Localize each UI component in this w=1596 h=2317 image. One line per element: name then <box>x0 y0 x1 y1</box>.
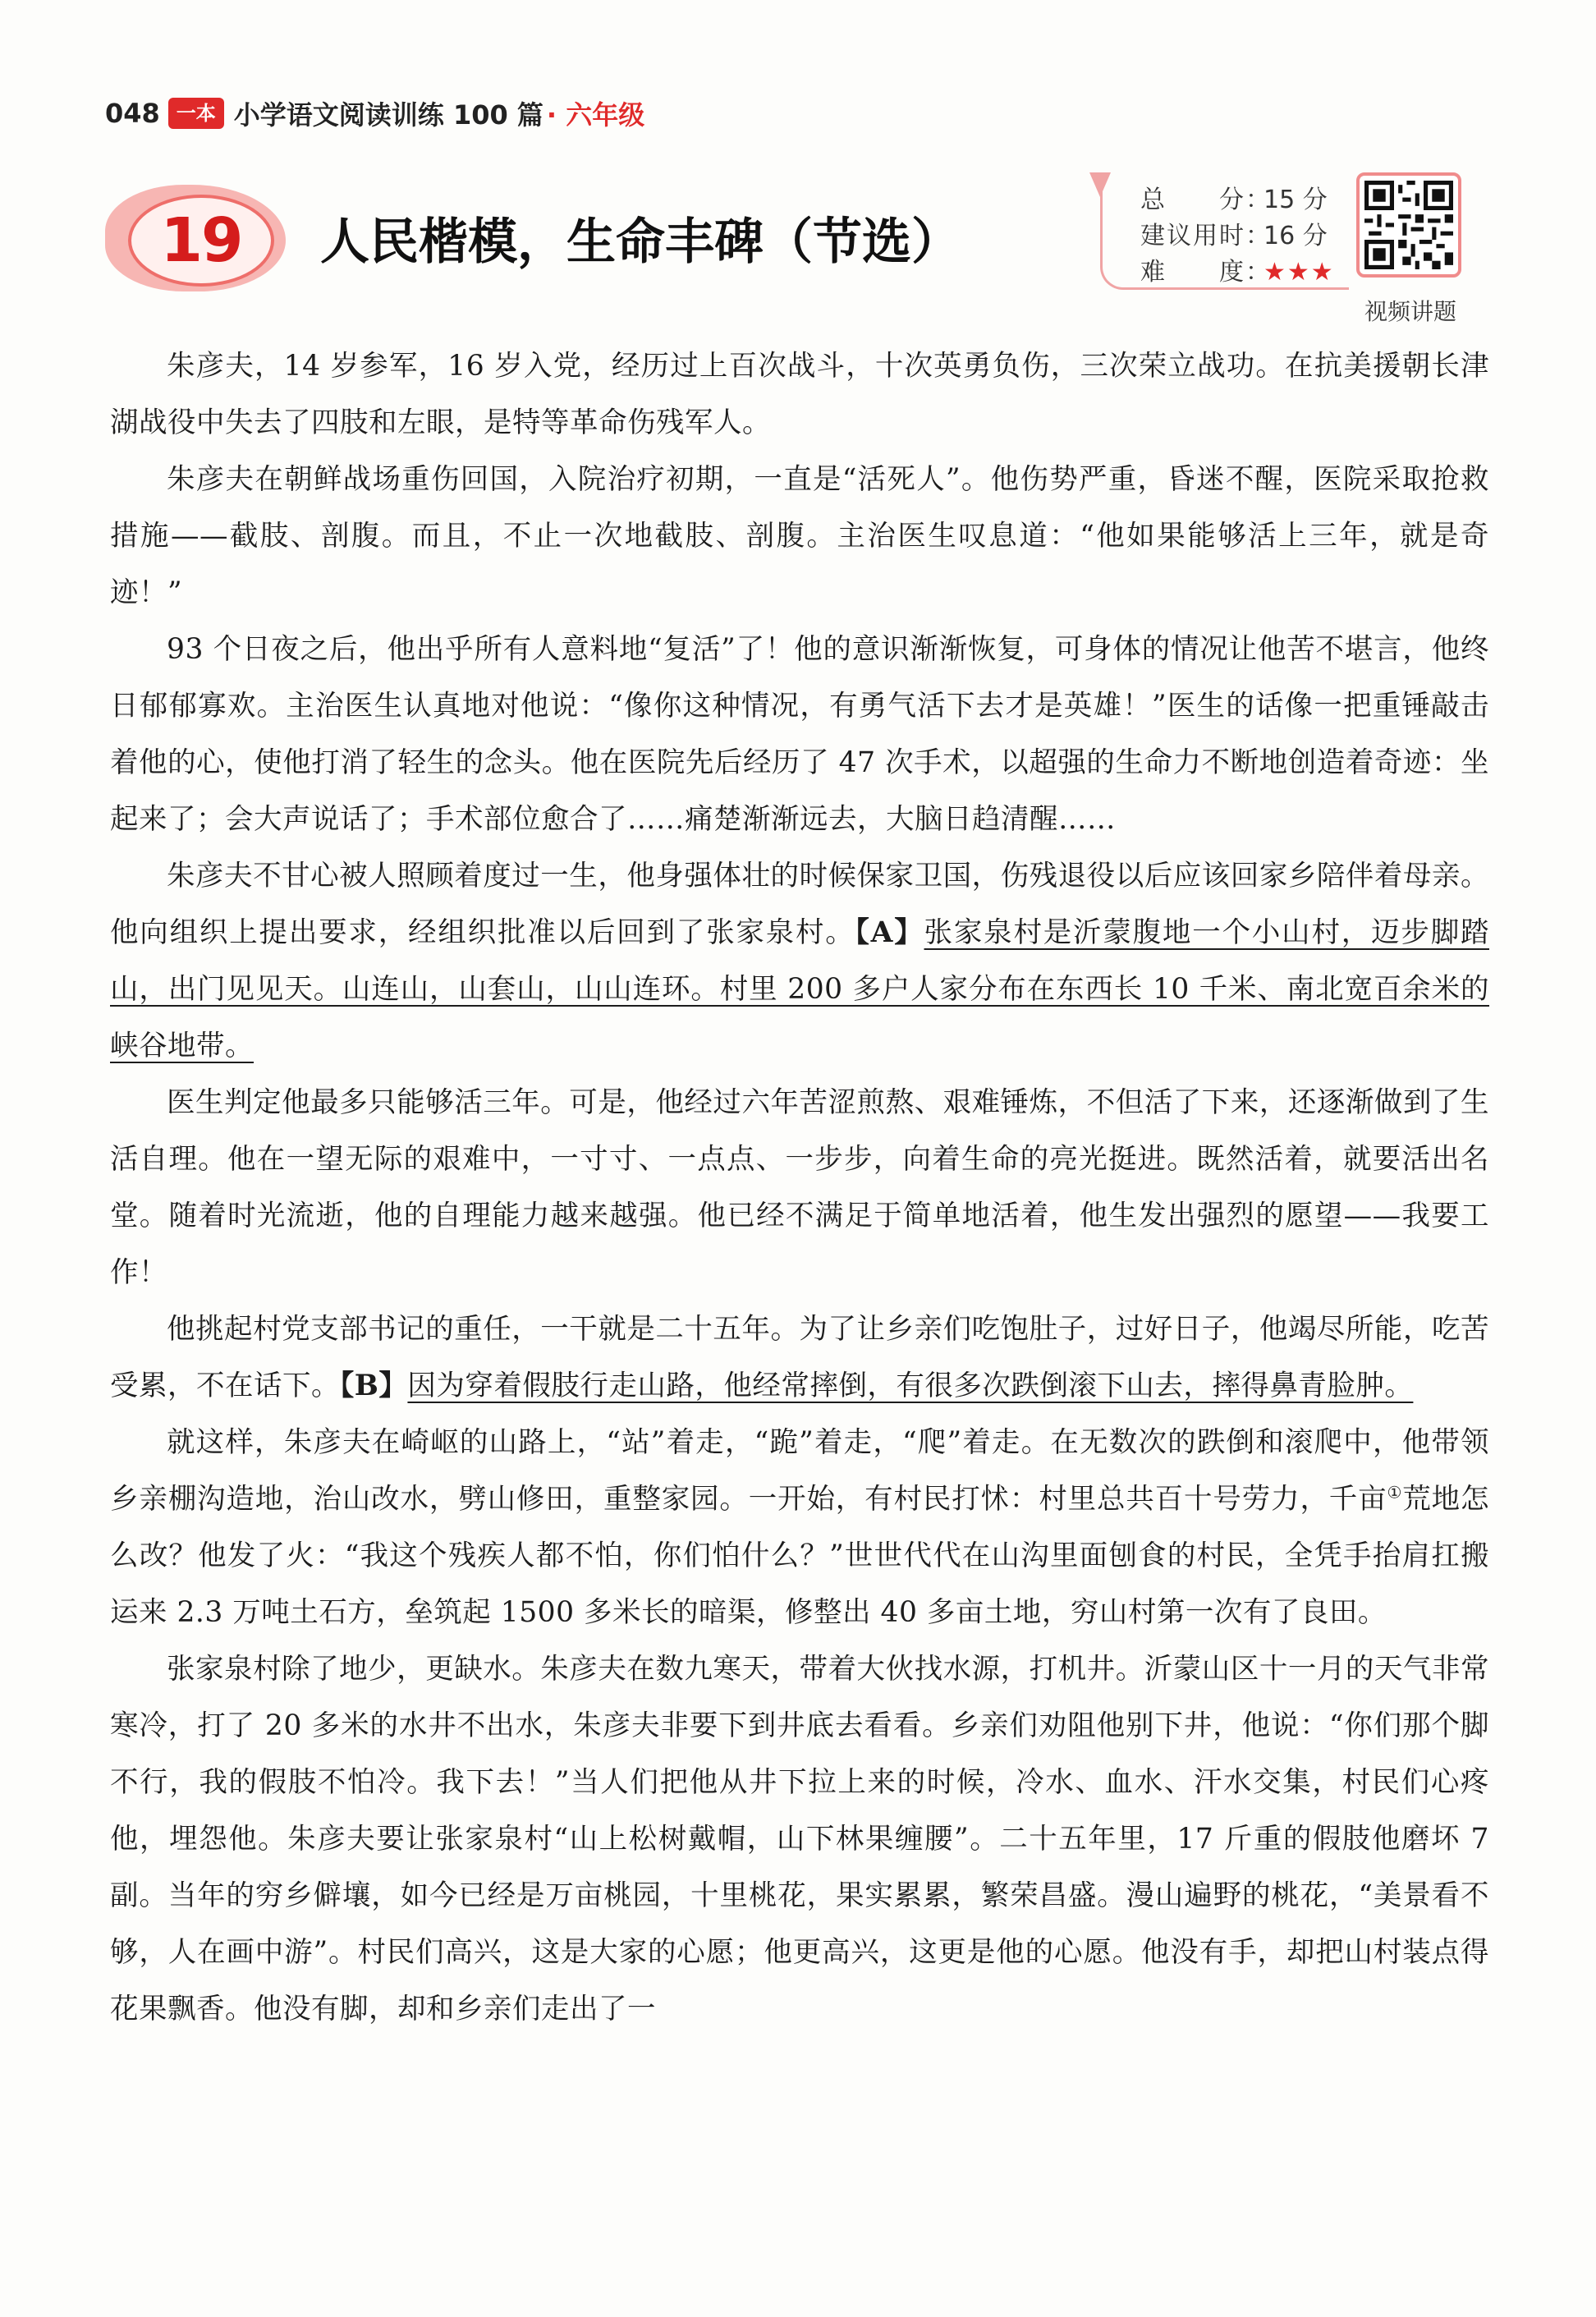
qr-caption: 视频讲题 <box>1364 298 1456 325</box>
brand-logo: 一本 <box>168 98 224 129</box>
qr-code-icon[interactable] <box>1356 172 1461 278</box>
lesson-title-row <box>105 185 1172 308</box>
total-score-label: 总 分： <box>1140 186 1272 214</box>
article-body <box>110 338 1489 2038</box>
suggested-time-line <box>1140 215 1328 251</box>
article-paragraph: 医生判定他最多只能够活三年。可是，他经过六年苦涩煎熬、艰难锤炼，不但活了下来，还逐渐做到了生活自理。他在一望无际的艰难中，一寸寸、一点点、一步步，向着生命的亮光挺进。既然活着，就要活出名堂。随着时光流逝，他的自理能力越来越强。他已经不满足于简单地活着，他生发出强烈的愿望——我要工作！ <box>110 1086 1489 1289</box>
lesson-title: 人民楷模，生命丰碑（节选） <box>320 213 961 271</box>
exercise-info-box <box>1100 172 1349 290</box>
article-paragraph: 93 个日夜之后，他出乎所有人意料地“复活”了！他的意识渐渐恢复，可身体的情况让他苦不堪言，他终日郁郁寡欢。主治医生认真地对他说：“像你这种情况，有勇气活下去才是英雄！”医生的话像一把重锤敲击着他的心，使他打消了轻生的念头。他在医院先后经历了 47 次手术，以超强的生命力不断地创造着奇迹：坐起来了；会大声说话了；手术部位愈合了……痛楚渐渐远去，大脑日趋清醒…… <box>110 633 1489 836</box>
article-paragraph: 他挑起村党支部书记的重任，一干就是二十五年。为了让乡亲们吃饱肚子，过好日子，他竭尽所能，吃苦受累，不在话下。【B】因为穿着假肢行走山路，他经常摔倒，有很多次跌倒滚下山去，摔得鼻青脸肿。 <box>110 1313 1489 1402</box>
article-paragraph: 就这样，朱彦夫在崎岖的山路上，“站”着走，“跪”着走，“爬”着走。在无数次的跌倒和滚爬中，他带领乡亲棚沟造地，治山改水，劈山修田，重整家园。一开始，有村民打怵：村里总共百十号劳力，千亩①荒地怎么改？他发了火：“我这个残疾人都不怕，你们怕什么？”世世代代在山沟里面刨食的村民，全凭手抬肩扛搬运来 2.3 万吨土石方，垒筑起 1500 多米长的暗渠，修整出 40 多亩土地，穷山村第一次有了良田。 <box>110 1426 1490 1629</box>
underlined-sentence-a: 张家泉村是沂蒙腹地一个小山村，迈步脚踏山，出门见见天。山连山，山套山，山山连环。村里 200 多户人家分布在东西长 10 千米、南北宽百余米的峡谷地带。 <box>110 916 1489 1062</box>
page-header <box>105 92 644 135</box>
grade-label: · 六年级 <box>546 99 645 131</box>
lesson-number: 19 <box>160 205 242 276</box>
article-paragraph: 张家泉村除了地少，更缺水。朱彦夫在数九寒天，带着大伙找水源，打机井。沂蒙山区十一月的天气非常寒冷，打了 20 多米的水井不出水，朱彦夫非要下到井底去看看。乡亲们劝阻他别下井，他说：“你们那个脚不行，我的假肢不怕冷。我下去！”当人们把他从井下拉上来的时候，冷水、血水、汗水交集，村民们心疼他，埋怨他。朱彦夫要让张家泉村“山上松树戴帽，山下林果缠腰”。二十五年里，17 斤重的假肢他磨坏 7 副。当年的穷乡僻壤，如今已经是万亩桃园，十里桃花，果实累累，繁荣昌盛。漫山遍野的桃花，“美景看不够，人在画中游”。村民们高兴，这是大家的心愿；他更高兴，这更是他的心愿。他没有手，却把山村装点得花果飘香。他没有脚，却和乡亲们走出了一 <box>110 1653 1489 2026</box>
suggested-time-value: 16 分 <box>1264 222 1328 250</box>
difficulty-label: 难 度： <box>1140 258 1272 287</box>
difficulty-line <box>1140 251 1335 287</box>
difficulty-stars-icon: ★★★ <box>1264 258 1335 287</box>
lesson-number-badge <box>105 185 286 291</box>
article-paragraph: 朱彦夫在朝鲜战场重伤回国，入院治疗初期，一直是“活死人”。他伤势严重，昏迷不醒，医院采取抢救措施——截肢、剖腹。而且，不止一次地截肢、剖腹。主治医生叹息道：“他如果能够活上三年，就是奇迹！” <box>110 463 1489 609</box>
total-score-line <box>1140 179 1328 215</box>
suggested-time-label: 建议用时： <box>1140 222 1272 250</box>
total-score-value: 15 分 <box>1264 186 1328 214</box>
footnote-marker: ① <box>1387 1482 1403 1503</box>
mark-a: 【A】 <box>855 916 924 949</box>
article-paragraph: 朱彦夫不甘心被人照顾着度过一生，他身强体壮的时候保家卫国，伤残退役以后应该回家乡陪伴着母亲。他向组织上提出要求，经组织批准以后回到了张家泉村。【A】张家泉村是沂蒙腹地一个小山村，迈步脚踏山，出门见见天。山连山，山套山，山山连环。村里 200 多户人家分布在东西长 10 千米、南北宽百余米的峡谷地带。 <box>110 860 1489 1062</box>
series-title: 小学语文阅读训练 100 篇 <box>233 99 543 131</box>
mark-b: 【B】 <box>340 1370 408 1402</box>
underlined-sentence-b: 因为穿着假肢行走山路，他经常摔倒，有很多次跌倒滚下山去，摔得鼻青脸肿。 <box>407 1370 1414 1402</box>
page-number: 048 <box>105 98 160 129</box>
article-paragraph: 朱彦夫，14 岁参军，16 岁入党，经历过上百次战斗，十次英勇负伤，三次荣立战功。在抗美援朝长津湖战役中失去了四肢和左眼，是特等革命伤残军人。 <box>110 350 1489 439</box>
